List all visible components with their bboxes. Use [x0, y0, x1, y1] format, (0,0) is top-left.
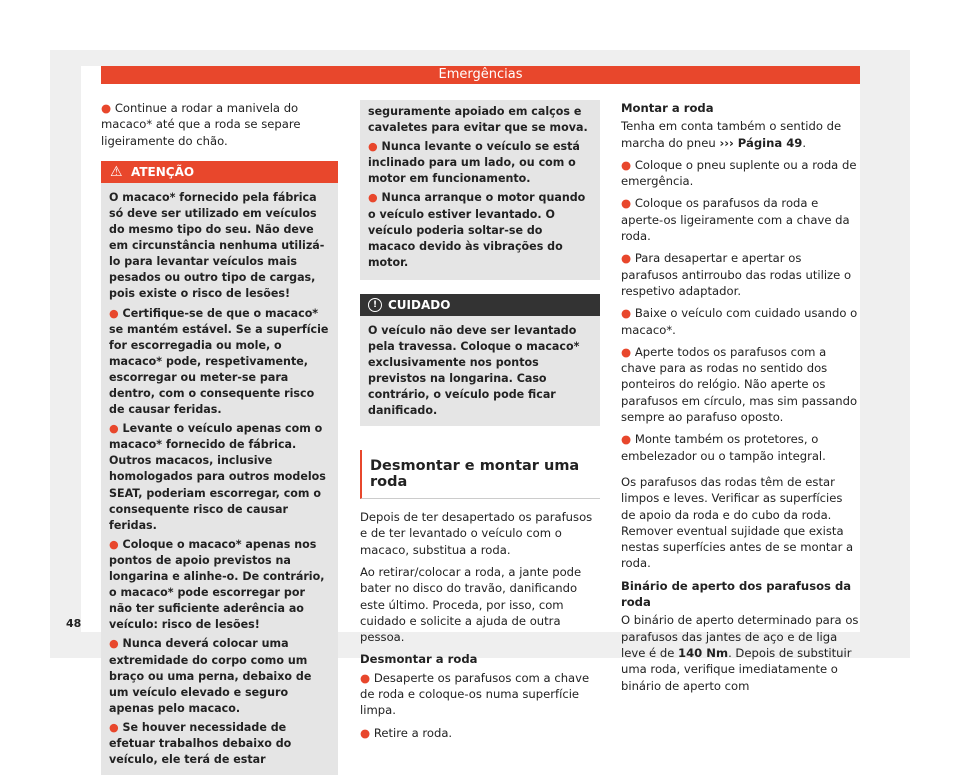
body-paragraph: Ao retirar/colocar a roda, a jante pode bater no disco do travão, danificando este último. Proceda, por isso, com cuidado e solicite a ajuda de outra pessoa.: [360, 564, 582, 645]
torque-value: 140 Nm: [678, 645, 729, 660]
bullet-icon: ●: [621, 157, 635, 172]
body-paragraph: Tenha em conta também o sentido de marcha do pneu ››› Página 49.: [621, 119, 842, 150]
bullet-icon: ●: [109, 537, 123, 551]
list-item: ● Aperte todos os parafusos com a chave para as rodas no sentido dos ponteiros do relógio. Não aperte os parafusos em círculo, mas sim passando sempre ao parafuso oposto.: [621, 344, 858, 425]
body-paragraph: Os parafusos das rodas têm de estar limpos e leves. Verificar as superfícies de apoio da roda e do cubo da roda. Remover eventual sujidade que exista nestas superfícies antes de se montar a roda.: [621, 474, 854, 571]
bullet-icon: ●: [109, 306, 123, 320]
bullet-icon: ●: [109, 637, 123, 651]
warning-bullet: ● Nunca arranque o motor quando o veículo estiver levantado. O veículo poderia soltar-se do macaco devido às vibrações do motor.: [368, 191, 586, 269]
intro-paragraph: ● Continue a rodar a manivela do macaco* até que a roda se separe ligeiramente do chão.: [101, 101, 301, 148]
warning-bullet: ● Nunca deverá colocar uma extremidade do corpo como um braço ou uma perna, debaixo de um veículo elevado e seguro apenas pelo macaco.: [109, 637, 312, 715]
subheading: Montar a roda: [621, 101, 714, 115]
list-item: ● Desaperte os parafusos com a chave de roda e coloque-os numa superfície limpa.: [360, 670, 590, 718]
column-2: [360, 100, 600, 747]
warning-triangle-icon: ⚠: [110, 163, 123, 180]
bullet-icon: ●: [360, 670, 374, 685]
warning-continuation-text: seguramente apoiado em calços e cavaletes para evitar que se mova.: [368, 105, 588, 135]
body-paragraph: O binário de aperto determinado para os parafusos das jantes de aço e de liga leve é de 140 Nm. Depois de substituir uma roda, verifique imediatamente o binário de aperto com: [621, 613, 859, 693]
warning-bullet: ● Levante o veículo apenas com o macaco* fornecido de fábrica. Outros macacos, inclusive homologados para outros modelos SEAT, poderiam escorregar, com o consequente risco de causar feridas.: [109, 422, 326, 532]
caution-circle-icon: !: [368, 298, 382, 312]
bullet-icon: ●: [360, 725, 374, 740]
list-item: ● Coloque o pneu suplente ou a roda de emergência.: [621, 157, 857, 189]
list-item: ● Monte também os protetores, o embelezador ou o tampão integral.: [621, 432, 826, 463]
warning-box: [101, 161, 338, 775]
bullet-icon: ●: [368, 191, 382, 205]
subheading: Binário de aperto dos parafusos da roda: [621, 578, 852, 610]
column-3: [621, 100, 860, 700]
warning-body: [101, 183, 338, 775]
chapter-header: Emergências: [101, 66, 860, 84]
column-1: [101, 100, 338, 775]
bullet-icon: ●: [621, 196, 635, 211]
warning-bullet: ● Se houver necessidade de efetuar trabalhos debaixo do veículo, ele terá de estar: [109, 720, 292, 767]
bullet-icon: ●: [101, 101, 115, 115]
caution-body: O veículo não deve ser levantado pela travessa. Coloque o macaco* exclusivamente nos pontos previstos na longarina. Caso contrário, o veículo pode ficar danificado.: [368, 323, 580, 418]
warning-bullet: ● Certifique-se de que o macaco* se mantém estável. Se a superfície for escorregadia ou mole, o macaco* pode, respetivamente, escorregar ou meter-se para dentro, com o consequente risco de causar feridas.: [109, 306, 329, 417]
warning-continuation-box: [360, 100, 600, 280]
subheading: Desmontar a roda: [360, 652, 478, 667]
list-item: ● Retire a roda.: [360, 725, 453, 740]
bullet-icon: ●: [621, 432, 635, 447]
bullet-icon: ●: [109, 422, 123, 436]
caution-title: ! CUIDADO: [360, 294, 600, 316]
warning-paragraph: O macaco* fornecido pela fábrica só deve ser utilizado em veículos do mesmo tipo do seu. Não deve em circunstância nenhuma utilizá-lo para levantar veículos mais pesados ou outro tipo de cargas, pois existe o risco de lesões!: [109, 190, 325, 301]
page-reference-link[interactable]: ››› Página 49: [719, 135, 803, 150]
warning-bullet: ● Nunca levante o veículo se está inclinado para um lado, ou com o motor em funcionamento.: [368, 140, 580, 186]
bullet-icon: ●: [109, 720, 123, 734]
bullet-icon: ●: [621, 344, 635, 359]
warning-bullet: ● Coloque o macaco* apenas nos pontos de apoio previstos na longarina e alinhe-o. De contrário, o macaco* pode escorregar por não ter suficiente aderência ao veículo: risco de lesões!: [109, 537, 325, 632]
bullet-icon: ●: [621, 251, 635, 266]
page-number: 48: [66, 617, 82, 630]
list-item: ● Coloque os parafusos da roda e aperte-os ligeiramente com a chave da roda.: [621, 196, 850, 244]
list-item: ● Para desapertar e apertar os parafusos antirroubo das rodas utilize o respetivo adaptador.: [621, 251, 852, 298]
section-title: Desmontar e montar uma roda: [360, 450, 600, 500]
bullet-icon: ●: [621, 306, 635, 321]
body-paragraph: Depois de ter desapertado os parafusos e de ter levantado o veículo com o macaco, substitua a roda.: [360, 510, 593, 557]
warning-title: ⚠ ATENÇÃO: [101, 161, 338, 183]
list-item: ● Baixe o veículo com cuidado usando o macaco*.: [621, 306, 858, 337]
bullet-icon: ●: [368, 140, 382, 154]
caution-box: [360, 294, 600, 426]
